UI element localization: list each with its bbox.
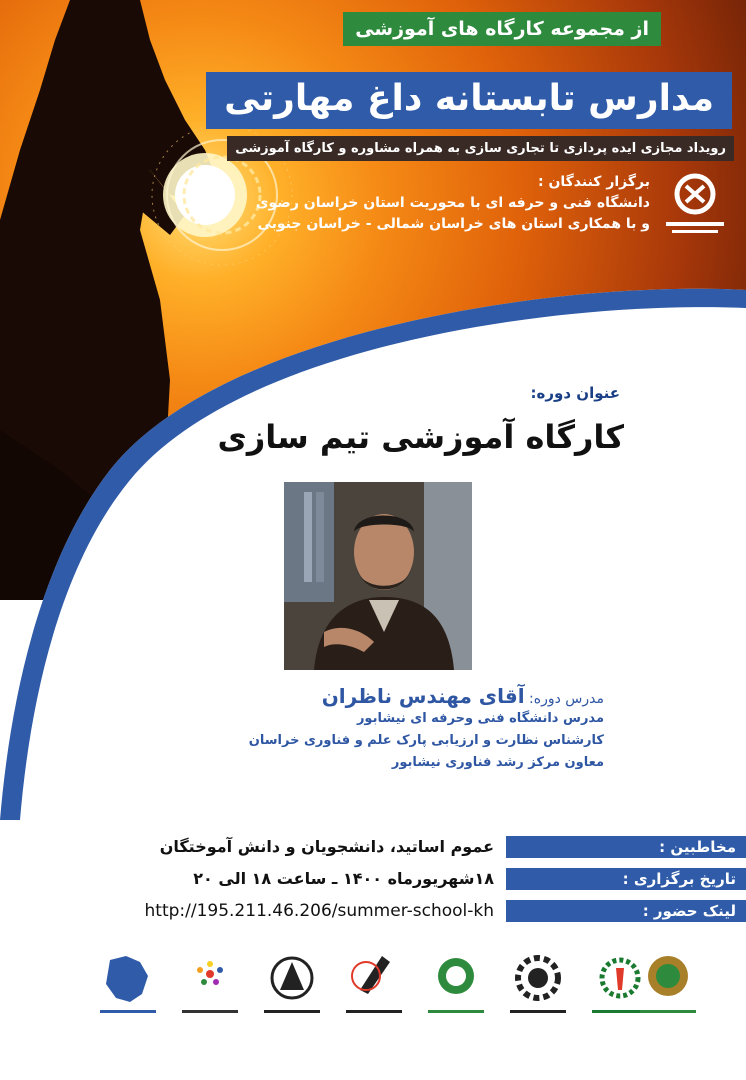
sponsor-logo-emblem-icon	[260, 950, 324, 1022]
instructor-name: آقای مهندس ناظران	[321, 684, 525, 708]
university-logo-icon	[658, 170, 732, 240]
series-tag: از مجموعه کارگاه های آموزشی	[343, 12, 661, 46]
audience-value: عموم اساتید، دانشجویان و دانش آموختگان	[159, 837, 494, 856]
audience-row	[0, 836, 746, 858]
course-label: عنوان دوره:	[530, 384, 620, 402]
sponsor-logo-growth-center-icon	[424, 950, 488, 1022]
instructor-desc-2: کارشناس نظارت و ارزیابی پارک علم و فناوری خراسان	[248, 733, 604, 748]
instructor-photo	[284, 482, 472, 670]
course-title: کارگاه آموزشی تیم سازی	[217, 418, 624, 456]
instructor-desc-1: مدرس دانشگاه فنی وحرفه ای نیشابور	[356, 711, 604, 726]
main-title: مدارس تابستانه داغ مهارتی	[206, 72, 732, 129]
sponsor-logo-iran-map-icon	[96, 950, 160, 1022]
sponsor-logo-science-park-icon	[178, 950, 242, 1022]
audience-label: مخاطبین :	[506, 836, 746, 858]
instructor-prefix: مدرس دوره:	[529, 691, 604, 707]
sponsor-logo-gear-icon	[506, 950, 570, 1022]
instructor-desc-3: معاون مرکز رشد فناوری نیشابور	[391, 755, 604, 770]
organizers-heading: برگزار کنندگان :	[537, 174, 650, 190]
organizers-block	[256, 172, 650, 235]
date-label: تاریخ برگزاری :	[506, 868, 746, 890]
event-subtitle: رویداد مجازی ایده پردازی تا تجاری سازی به همراه مشاوره و کارگاه آموزشی	[227, 136, 734, 161]
link-row	[0, 900, 746, 922]
link-label: لینک حضور :	[506, 900, 746, 922]
sponsor-logo-vocational-icon	[636, 950, 700, 1022]
date-value: ۱۸شهریورماه ۱۴۰۰ ـ ساعت ۱۸ الی ۲۰	[193, 869, 494, 888]
sponsor-logos	[96, 950, 688, 1030]
instructor-block	[249, 684, 604, 774]
organizers-line-2: و با همکاری استان های خراسان شمالی - خراسان جنوبی	[257, 216, 650, 232]
organizers-line-1: دانشگاه فنی و حرفه ای با محوریت استان خراسان رضوی	[255, 195, 650, 211]
link-value[interactable]: http://195.211.46.206/summer-school-kh	[144, 901, 494, 921]
sponsor-logo-pen-icon	[342, 950, 406, 1022]
date-row	[0, 868, 746, 890]
